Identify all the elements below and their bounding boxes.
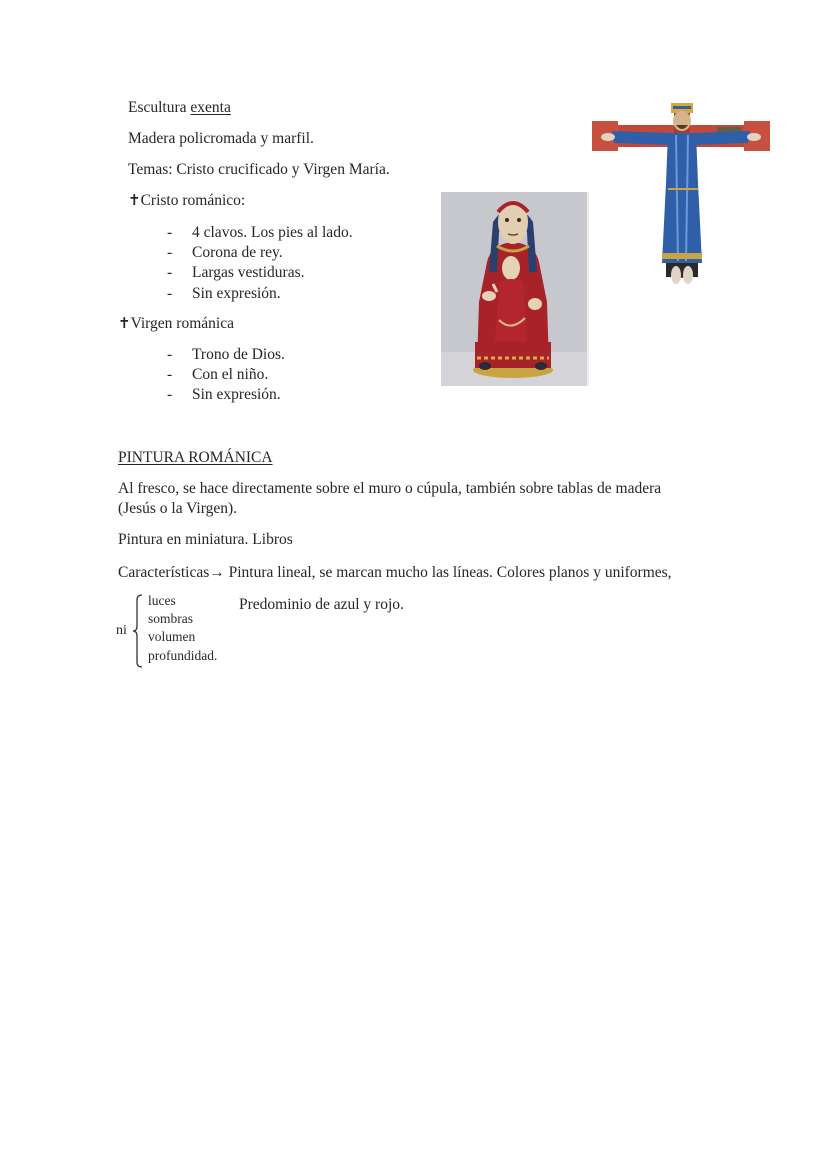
sculpture-title-prefix: Escultura xyxy=(128,99,191,116)
cross-icon: ✝ xyxy=(128,193,141,209)
features-label: Características xyxy=(118,564,210,581)
list-item: Con el niño. xyxy=(192,366,269,383)
cristo-heading xyxy=(128,192,245,210)
bullet-dash: - xyxy=(167,346,173,363)
cristo-heading-text: Cristo románico: xyxy=(140,192,246,209)
features-line xyxy=(118,564,672,582)
list-item: Sin expresión. xyxy=(192,285,281,302)
virgen-heading-text: Virgen románica xyxy=(130,315,234,332)
material-line: Madera policromada y marfil. xyxy=(128,130,314,147)
ni-item: luces xyxy=(148,593,176,608)
ni-item: profundidad. xyxy=(148,648,218,663)
painting-heading: PINTURA ROMÁNICA xyxy=(118,449,273,466)
bullet-dash: - xyxy=(167,264,173,281)
arrow-right-icon: → xyxy=(209,564,225,581)
sculpture-title-underlined: exenta xyxy=(190,99,231,116)
bullet-dash: - xyxy=(167,366,173,383)
ni-item: sombras xyxy=(148,611,193,626)
left-brace-icon xyxy=(132,594,144,668)
predominance-line: Predominio de azul y rojo. xyxy=(239,596,404,613)
crucifix-illustration xyxy=(592,103,770,286)
list-item: 4 clavos. Los pies al lado. xyxy=(192,224,353,241)
features-text: Pintura lineal, se marcan mucho las líneas. Colores planos y uniformes, xyxy=(224,564,672,581)
miniature-paragraph: Pintura en miniatura. Libros xyxy=(118,531,293,548)
bullet-dash: - xyxy=(167,224,173,241)
ni-label: ni xyxy=(116,623,127,638)
list-item: Sin expresión. xyxy=(192,386,281,403)
crucifix-image xyxy=(592,103,770,286)
virgen-heading xyxy=(118,315,234,333)
cross-icon: ✝ xyxy=(118,316,131,332)
bullet-dash: - xyxy=(167,244,173,261)
list-item: Largas vestiduras. xyxy=(192,264,305,281)
virgin-sculpture-image xyxy=(441,192,589,386)
bullet-dash: - xyxy=(167,285,173,302)
sculpture-title-line xyxy=(128,99,231,117)
list-item: Trono de Dios. xyxy=(192,346,285,363)
fresco-paragraph-line2: (Jesús o la Virgen). xyxy=(118,500,238,517)
list-item: Corona de rey. xyxy=(192,244,283,261)
ni-item: volumen xyxy=(148,629,196,644)
fresco-paragraph-line1: Al fresco, se hace directamente sobre el muro o cúpula, también sobre tablas de madera xyxy=(118,480,662,497)
virgin-sculpture-illustration xyxy=(441,192,589,386)
themes-line: Temas: Cristo crucificado y Virgen María. xyxy=(128,161,390,178)
bullet-dash: - xyxy=(167,386,173,403)
